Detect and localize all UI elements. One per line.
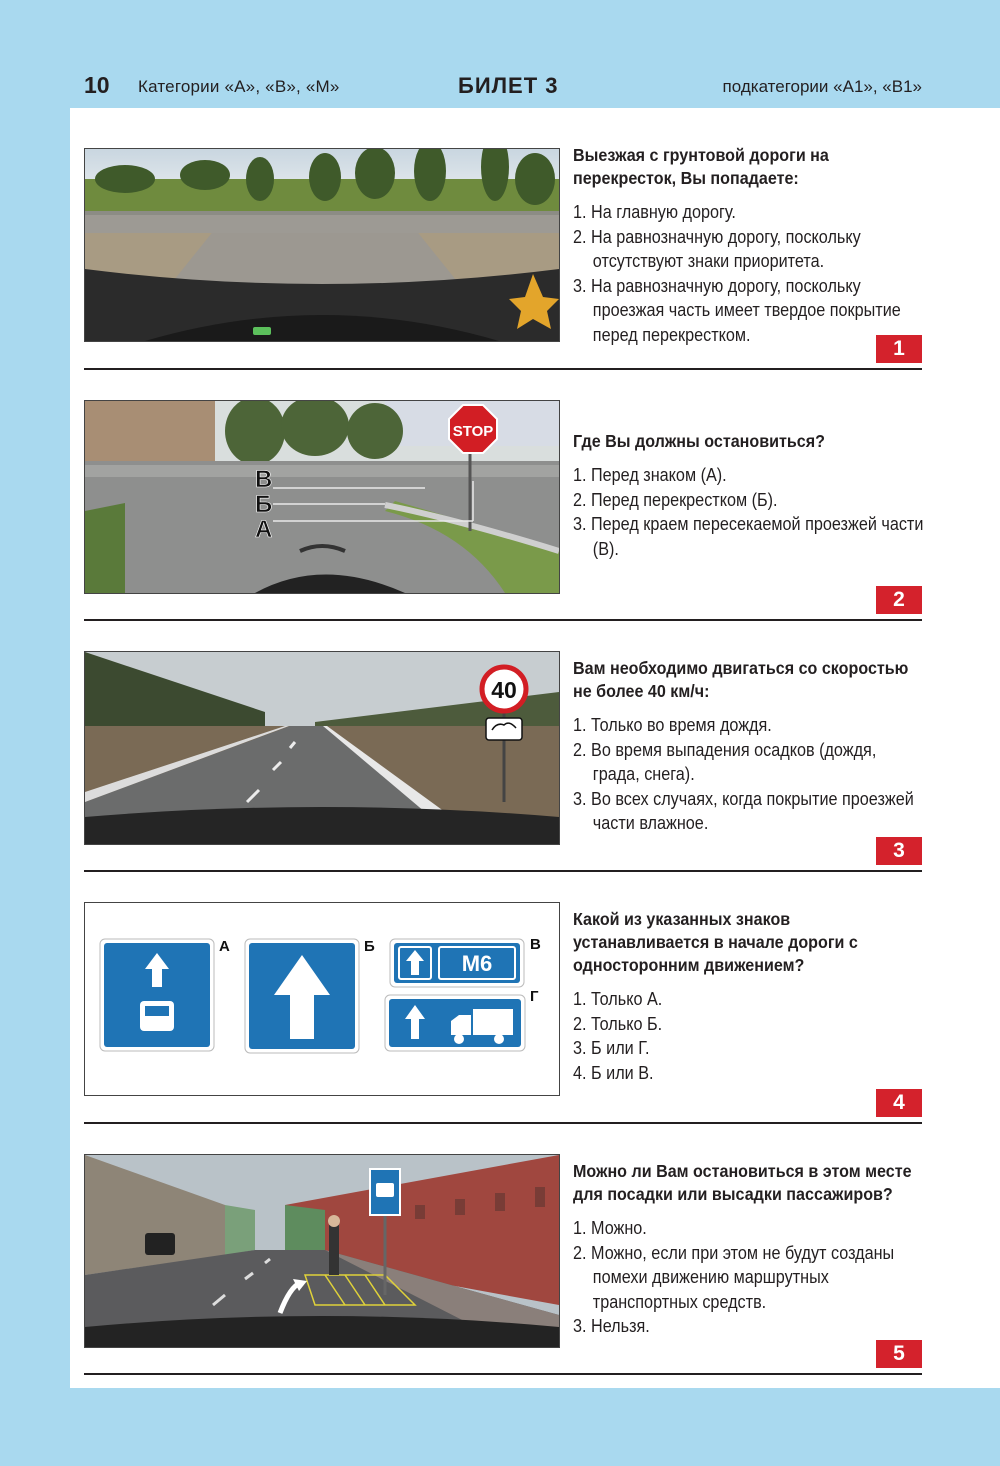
page-header bbox=[0, 0, 1000, 108]
question-1-image bbox=[84, 148, 560, 342]
question-1 bbox=[84, 144, 922, 374]
answer-option[interactable]: 2. Перед перекрестком (Б). bbox=[573, 489, 778, 510]
divider bbox=[84, 1373, 922, 1375]
question-3-number-badge: 3 bbox=[876, 837, 922, 865]
label-a: А bbox=[255, 516, 273, 543]
question-3 bbox=[84, 647, 922, 877]
answer-option[interactable]: 1. Только А. bbox=[573, 989, 663, 1009]
question-5-text bbox=[573, 1160, 928, 1339]
question-4-title: Какой из указанных знаков устанавливается в начале дороги с односторонним движением? bbox=[573, 909, 858, 975]
question-5-number-badge: 5 bbox=[876, 1340, 922, 1368]
question-4 bbox=[84, 898, 922, 1128]
rain-plate-icon bbox=[486, 718, 522, 740]
answer-option[interactable]: 3. Нельзя. bbox=[573, 1316, 650, 1336]
question-2-image bbox=[84, 400, 560, 594]
question-2-title: Где Вы должны остановиться? bbox=[573, 431, 825, 451]
divider bbox=[84, 619, 922, 621]
subcategories-label: подкатегории «А1», «В1» bbox=[722, 77, 922, 96]
categories-label: Категории «А», «В», «М» bbox=[138, 77, 340, 96]
answer-option[interactable]: 2. Во время выпадения осадков (дождя, града, снега). bbox=[573, 739, 877, 784]
question-3-image bbox=[84, 651, 560, 845]
road-number: М6 bbox=[461, 951, 493, 976]
sign-label-g: Г bbox=[530, 988, 539, 1005]
question-4-image bbox=[84, 902, 560, 1096]
divider bbox=[84, 870, 922, 872]
question-5 bbox=[84, 1150, 922, 1380]
stop-sign-label: STOP bbox=[452, 423, 494, 440]
sign-label-b: Б bbox=[364, 938, 375, 955]
answer-option[interactable]: 2. Можно, если при этом не будут созданы помехи движению маршрутных транспортных средств. bbox=[573, 1242, 895, 1312]
question-5-title: Можно ли Вам остановиться в этом месте для посадки или высадки пассажиров? bbox=[573, 1161, 912, 1204]
label-b: Б bbox=[255, 491, 273, 518]
question-2-answers bbox=[573, 463, 924, 561]
question-1-title: Выезжая с грунтовой дороги на перекресток, Вы попадаете: bbox=[573, 145, 829, 188]
question-1-number-badge: 1 bbox=[876, 335, 922, 363]
question-2-text bbox=[573, 430, 928, 561]
page-number: 10 bbox=[84, 72, 110, 98]
ticket-title: БИЛЕТ 3 bbox=[458, 73, 559, 98]
answer-option[interactable]: 1. На главную дорогу. bbox=[573, 202, 736, 222]
question-3-text bbox=[573, 657, 928, 836]
answer-option[interactable]: 1. Перед знаком (А). bbox=[573, 465, 727, 485]
question-1-text bbox=[573, 144, 928, 347]
answer-option[interactable]: 2. На равнозначную дорогу, поскольку отсутствуют знаки приоритета. bbox=[573, 226, 861, 271]
answer-option[interactable]: 2. Только Б. bbox=[573, 1013, 663, 1034]
sign-label-v: В bbox=[530, 936, 541, 953]
divider bbox=[84, 368, 922, 370]
question-2 bbox=[84, 396, 922, 626]
question-4-number-badge: 4 bbox=[876, 1089, 922, 1117]
question-4-answers bbox=[573, 987, 924, 1085]
question-5-image bbox=[84, 1154, 560, 1348]
question-3-answers bbox=[573, 713, 924, 836]
label-v: В bbox=[255, 466, 273, 493]
answer-option[interactable]: 3. Перед краем пересекаемой проезжей части (В). bbox=[573, 514, 924, 559]
answer-option[interactable]: 4. Б или В. bbox=[573, 1062, 654, 1083]
question-2-number-badge: 2 bbox=[876, 586, 922, 614]
question-3-title: Вам необходимо двигаться со скоростью не более 40 км/ч: bbox=[573, 658, 909, 701]
divider bbox=[84, 1122, 922, 1124]
question-5-answers bbox=[573, 1216, 924, 1339]
answer-option[interactable]: 3. На равнозначную дорогу, поскольку проезжая часть имеет твердое покрытие перед перекрестком. bbox=[573, 275, 901, 345]
answer-option[interactable]: 1. Только во время дождя. bbox=[573, 715, 772, 735]
sign-label-a: А bbox=[219, 938, 230, 955]
answer-option[interactable]: 3. Во всех случаях, когда покрытие проезжей части влажное. bbox=[573, 788, 914, 833]
speed-limit-value: 40 bbox=[491, 677, 517, 703]
answer-option[interactable]: 3. Б или Г. bbox=[573, 1038, 650, 1058]
answer-option[interactable]: 1. Можно. bbox=[573, 1218, 647, 1238]
question-1-answers bbox=[573, 200, 924, 347]
question-4-text bbox=[573, 908, 928, 1085]
